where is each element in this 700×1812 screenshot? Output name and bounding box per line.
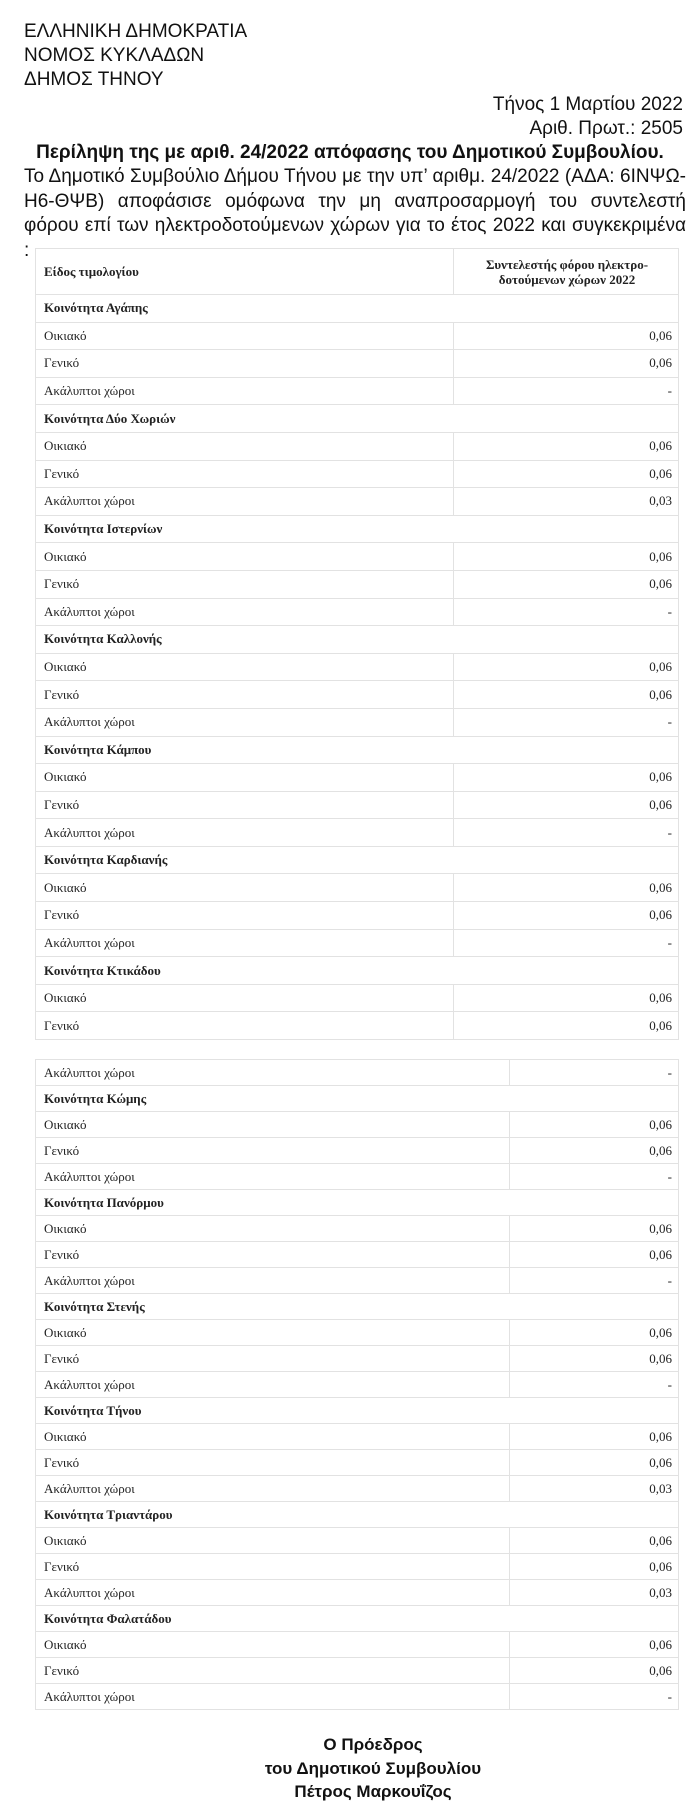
table-row — [36, 488, 679, 516]
table-row — [36, 570, 679, 598]
table-row — [36, 1112, 679, 1138]
community-name: Κοινότητα Καρδιανής — [36, 846, 679, 874]
tax-rate: 0,06 — [509, 1138, 678, 1164]
tariff-type: Οικιακό — [36, 1424, 510, 1450]
table-row — [36, 460, 679, 488]
tax-rate: 0,06 — [454, 681, 679, 709]
community-row — [36, 515, 679, 543]
community-row — [36, 295, 679, 323]
tariff-type: Γενικό — [36, 1138, 510, 1164]
community-name: Κοινότητα Κτικάδου — [36, 957, 679, 985]
tariff-type: Γενικό — [36, 1012, 454, 1040]
community-name: Κοινότητα Κώμης — [36, 1086, 679, 1112]
tax-rate: 0,06 — [509, 1216, 678, 1242]
tariff-type: Γενικό — [36, 791, 454, 819]
community-row — [36, 957, 679, 985]
tariff-type: Ακάλυπτοι χώροι — [36, 1684, 510, 1710]
tax-rate: 0,06 — [454, 764, 679, 792]
tariff-type: Ακάλυπτοι χώροι — [36, 929, 454, 957]
tax-rate: 0,03 — [509, 1476, 678, 1502]
table-row — [36, 929, 679, 957]
community-name: Κοινότητα Δύο Χωριών — [36, 405, 679, 433]
tariff-type: Οικιακό — [36, 322, 454, 350]
table-row — [36, 1372, 679, 1398]
tax-rate-table-page2 — [35, 1059, 679, 1710]
tax-rate: 0,06 — [509, 1424, 678, 1450]
table-row — [36, 1476, 679, 1502]
tax-rate: 0,06 — [454, 570, 679, 598]
tax-rate: - — [454, 929, 679, 957]
document-meta — [493, 93, 683, 141]
tax-rate: 0,06 — [454, 874, 679, 902]
tax-rate: 0,06 — [454, 653, 679, 681]
tax-rate: 0,06 — [509, 1528, 678, 1554]
tariff-type: Οικιακό — [36, 543, 454, 571]
tax-rate: 0,06 — [509, 1632, 678, 1658]
tax-rate: 0,06 — [454, 984, 679, 1012]
table-row — [36, 1424, 679, 1450]
community-name: Κοινότητα Καλλονής — [36, 626, 679, 654]
table-row — [36, 543, 679, 571]
signatory-name: Πέτρος Μαρκουΐζος — [294, 1782, 452, 1801]
table-row — [36, 1554, 679, 1580]
document-title: Περίληψη της με αριθ. 24/2022 απόφασης του Δημοτικού Συμβουλίου. — [36, 142, 664, 163]
signature-line: του Δημοτικού Συμβουλίου — [264, 1758, 482, 1778]
tax-rate: - — [454, 819, 679, 847]
table-row — [36, 984, 679, 1012]
table-row — [36, 1320, 679, 1346]
tax-rate: - — [454, 377, 679, 405]
tariff-type: Γενικό — [36, 1242, 510, 1268]
tariff-type: Γενικό — [36, 1658, 510, 1684]
tax-rate: - — [454, 708, 679, 736]
tax-rate: 0,06 — [454, 460, 679, 488]
tariff-type: Οικιακό — [36, 653, 454, 681]
table-row — [36, 653, 679, 681]
tax-rate: - — [454, 598, 679, 626]
tariff-type: Γενικό — [36, 350, 454, 378]
community-row — [36, 1502, 679, 1528]
tax-rate: 0,06 — [509, 1554, 678, 1580]
tax-rate: 0,03 — [454, 488, 679, 516]
community-row — [36, 1398, 679, 1424]
tax-rate: 0,06 — [454, 543, 679, 571]
tariff-type: Οικιακό — [36, 984, 454, 1012]
community-row — [36, 405, 679, 433]
tariff-type: Οικιακό — [36, 874, 454, 902]
tariff-type: Ακάλυπτοι χώροι — [36, 1268, 510, 1294]
tariff-type: Ακάλυπτοι χώροι — [36, 488, 454, 516]
table-row — [36, 1164, 679, 1190]
table-row — [36, 874, 679, 902]
table-row — [36, 902, 679, 930]
tax-rate: 0,06 — [454, 322, 679, 350]
table-row — [36, 1346, 679, 1372]
community-name: Κοινότητα Στενής — [36, 1294, 679, 1320]
community-row — [36, 1606, 679, 1632]
tariff-type: Ακάλυπτοι χώροι — [36, 1164, 510, 1190]
body-paragraph: Το Δημοτικό Συμβούλιο Δήμου Τήνου με την υπ’ αριθμ. 24/2022 (ΑΔΑ: 6ΙΝΨΩ-Η6-ΘΨΒ) αποφάσισε ομόφωνα την μη αναπροσαρμογή του συντελεστή φόρου επί των ηλεκτροδοτούμενων χώρων για το έτος 2022 και συγκεκριμένα : — [24, 166, 686, 261]
header-line: ΔΗΜΟΣ ΤΗΝΟΥ — [24, 69, 164, 90]
tariff-type: Οικιακό — [36, 1112, 510, 1138]
tariff-type: Οικιακό — [36, 1320, 510, 1346]
community-name: Κοινότητα Ιστερνίων — [36, 515, 679, 543]
tariff-type: Ακάλυπτοι χώροι — [36, 1372, 510, 1398]
community-name: Κοινότητα Αγάπης — [36, 295, 679, 323]
community-row — [36, 846, 679, 874]
tax-rate: 0,06 — [454, 791, 679, 819]
table-row — [36, 1450, 679, 1476]
table-row — [36, 819, 679, 847]
table-row — [36, 1632, 679, 1658]
community-name: Κοινότητα Κάμπου — [36, 736, 679, 764]
header-line: ΝΟΜΟΣ ΚΥΚΛΑΔΩΝ — [24, 45, 205, 66]
tariff-type: Γενικό — [36, 1554, 510, 1580]
community-row — [36, 1190, 679, 1216]
community-name: Κοινότητα Πανόρμου — [36, 1190, 679, 1216]
tax-rate: 0,06 — [509, 1658, 678, 1684]
tax-rate: - — [509, 1684, 678, 1710]
tariff-type: Ακάλυπτοι χώροι — [36, 1580, 510, 1606]
table-row — [36, 432, 679, 460]
tax-rate: 0,06 — [509, 1346, 678, 1372]
tariff-type: Γενικό — [36, 902, 454, 930]
community-row — [36, 1086, 679, 1112]
tax-rate: 0,06 — [509, 1450, 678, 1476]
table-row — [36, 350, 679, 378]
community-name: Κοινότητα Τήνου — [36, 1398, 679, 1424]
table-row — [36, 1268, 679, 1294]
table-row — [36, 1060, 679, 1086]
tax-rate-table-page1 — [35, 248, 679, 1040]
signature-block — [0, 1733, 700, 1804]
column-header-rate: Συντελεστής φόρου ηλεκτρο-δοτούμενων χώρων 2022 — [454, 249, 679, 295]
tariff-type: Οικιακό — [36, 1528, 510, 1554]
tariff-type: Ακάλυπτοι χώροι — [36, 1476, 510, 1502]
header-line: ΕΛΛΗΝΙΚΗ ΔΗΜΟΚΡΑΤΙΑ — [24, 21, 248, 42]
tariff-type: Οικιακό — [36, 1216, 510, 1242]
tax-rate: 0,03 — [509, 1580, 678, 1606]
tax-rate: 0,06 — [454, 350, 679, 378]
tariff-type: Γενικό — [36, 570, 454, 598]
table-row — [36, 598, 679, 626]
community-name: Κοινότητα Τριαντάρου — [36, 1502, 679, 1528]
tax-rate: - — [509, 1372, 678, 1398]
issuer-header — [24, 20, 247, 92]
community-row — [36, 626, 679, 654]
table-row — [36, 1242, 679, 1268]
tax-rate: 0,06 — [454, 1012, 679, 1040]
table-row — [36, 1138, 679, 1164]
date: Τήνος 1 Μαρτίου 2022 — [492, 94, 683, 115]
table-row — [36, 681, 679, 709]
tax-rate: - — [509, 1164, 678, 1190]
protocol-number: Αριθ. Πρωτ.: 2505 — [529, 118, 683, 139]
tariff-type: Γενικό — [36, 460, 454, 488]
signature-line: Ο Πρόεδρος — [323, 1735, 423, 1754]
table-row — [36, 1528, 679, 1554]
tariff-type: Ακάλυπτοι χώροι — [36, 819, 454, 847]
table-row — [36, 764, 679, 792]
community-name: Κοινότητα Φαλατάδου — [36, 1606, 679, 1632]
table-row — [36, 791, 679, 819]
column-header-type: Είδος τιμολογίου — [36, 249, 454, 295]
table-row — [36, 1216, 679, 1242]
community-row — [36, 1294, 679, 1320]
table-row — [36, 322, 679, 350]
community-row — [36, 736, 679, 764]
table-row — [36, 1012, 679, 1040]
tariff-type: Γενικό — [36, 1346, 510, 1372]
tariff-type: Οικιακό — [36, 432, 454, 460]
tariff-type: Οικιακό — [36, 764, 454, 792]
tax-rate: - — [509, 1060, 678, 1086]
tariff-type: Ακάλυπτοι χώροι — [36, 377, 454, 405]
tax-rate: 0,06 — [454, 902, 679, 930]
table-row — [36, 377, 679, 405]
tax-rate: 0,06 — [454, 432, 679, 460]
tax-rate: - — [509, 1268, 678, 1294]
tariff-type: Γενικό — [36, 681, 454, 709]
tariff-type: Γενικό — [36, 1450, 510, 1476]
tariff-type: Ακάλυπτοι χώροι — [36, 708, 454, 736]
table-row — [36, 1684, 679, 1710]
tax-rate: 0,06 — [509, 1112, 678, 1138]
tariff-type: Οικιακό — [36, 1632, 510, 1658]
table-row — [36, 1658, 679, 1684]
tax-rate: 0,06 — [509, 1242, 678, 1268]
tariff-type: Ακάλυπτοι χώροι — [36, 598, 454, 626]
tax-rate: 0,06 — [509, 1320, 678, 1346]
table-row — [36, 1580, 679, 1606]
table-header-row — [36, 249, 679, 295]
tariff-type: Ακάλυπτοι χώροι — [36, 1060, 510, 1086]
table-row — [36, 708, 679, 736]
